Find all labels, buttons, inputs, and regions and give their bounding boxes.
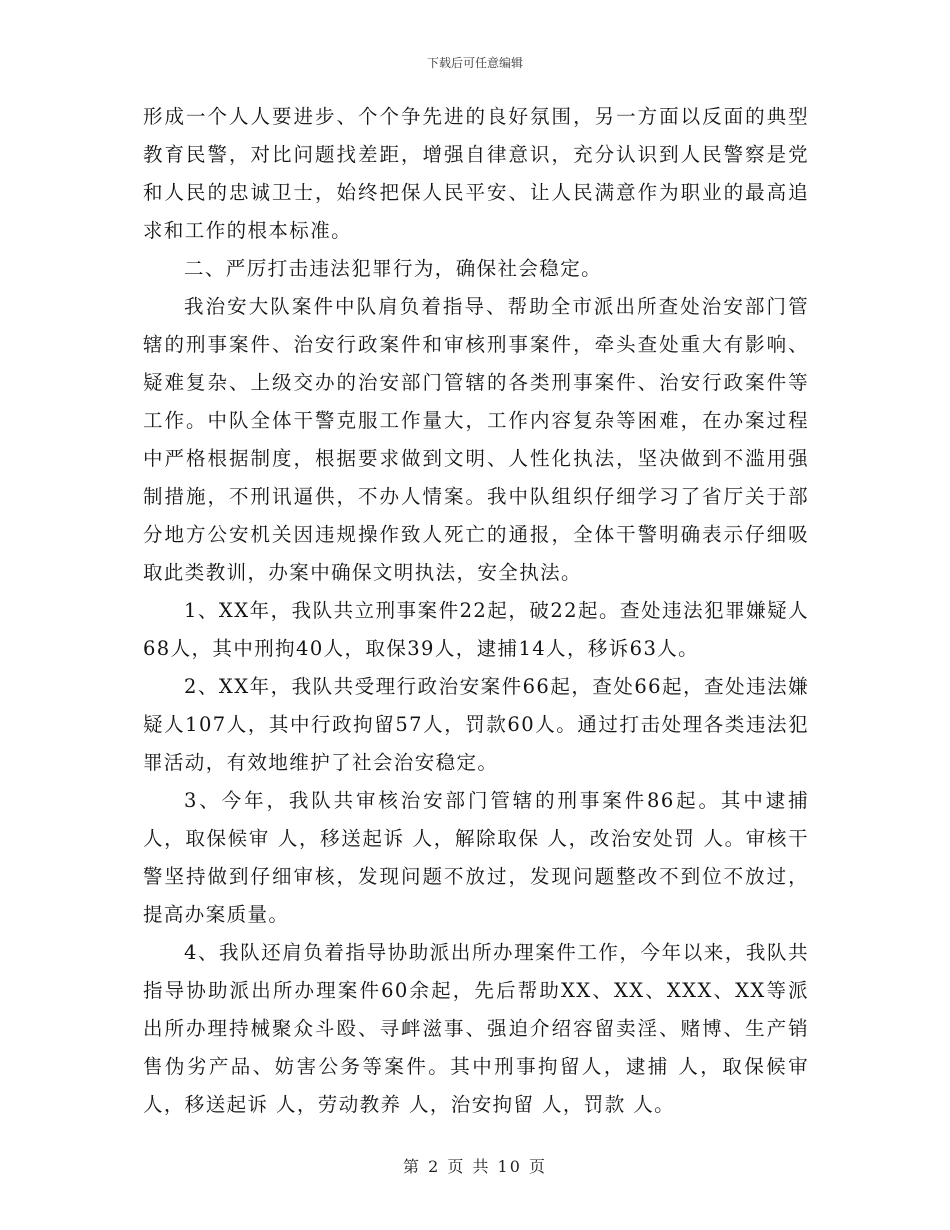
page-number-footer: 第 2 页 共 10 页 bbox=[403, 1157, 547, 1176]
paragraph-item-3: 3、今年，我队共审核治安部门管辖的刑事案件86起。其中逮捕 人，取保候审 人，移送起诉 人，解除取保 人，改治安处罚 人。审核干警坚持做到仔细审核，发现问题不放过，发现问题整改不到位不放过，提高办案质量。 bbox=[143, 789, 809, 926]
paragraph-item-2: 2、XX年，我队共受理行政治安案件66起，查处66起，查处违法嫌疑人107人，其中行政拘留57人，罚款60人。通过打击处理各类违法犯罪活动，有效地维护了社会治安稳定。 bbox=[143, 675, 809, 774]
paragraph-item-4: 4、我队还肩负着指导协助派出所办理案件工作，今年以来，我队共指导协助派出所办理案件60余起，先后帮助XX、XX、XXX、XX等派出所办理持械聚众斗殴、寻衅滋事、强迫介绍容留卖淫、赌博、生产销售伪劣产品、妨害公务等案件。其中刑事拘留人，逮捕 人，取保候审 人，移送起诉 人，劳动教养 人，治安拘留 人，罚款 人。 bbox=[143, 941, 809, 1116]
paragraph-item-1: 1、XX年，我队共立刑事案件22起，破22起。查处违法犯罪嫌疑人68人，其中刑拘40人，取保39人，逮捕14人，移诉63人。 bbox=[143, 599, 809, 660]
document-body bbox=[143, 98, 809, 1124]
paragraph-continuation: 形成一个人人要进步、个个争先进的良好氛围，另一方面以反面的典型教育民警，对比问题找差距，增强自律意识，充分认识到人民警察是党和人民的忠诚卫士，始终把保人民平安、让人民满意作为职业的最高追求和工作的根本标准。 bbox=[143, 105, 809, 242]
section-heading: 二、严厉打击违法犯罪行为，确保社会稳定。 bbox=[184, 257, 603, 280]
page-header: 下载后可任意编辑 bbox=[426, 56, 523, 70]
paragraph-overview: 我治安大队案件中队肩负着指导、帮助全市派出所查处治安部门管辖的刑事案件、治安行政案件和审核刑事案件，牵头查处重大有影响、疑难复杂、上级交办的治安部门管辖的各类刑事案件、治安行政案件等工作。中队全体干警克服工作量大，工作内容复杂等困难，在办案过程中严格根据制度，根据要求做到文明、人性化执法，坚决做到不滥用强制措施，不刑讯逼供，不办人情案。我中队组织仔细学习了省厅关于部分地方公安机关因违规操作致人死亡的通报，全体干警明确表示仔细吸取此类教训，办案中确保文明执法，安全执法。 bbox=[143, 295, 809, 584]
